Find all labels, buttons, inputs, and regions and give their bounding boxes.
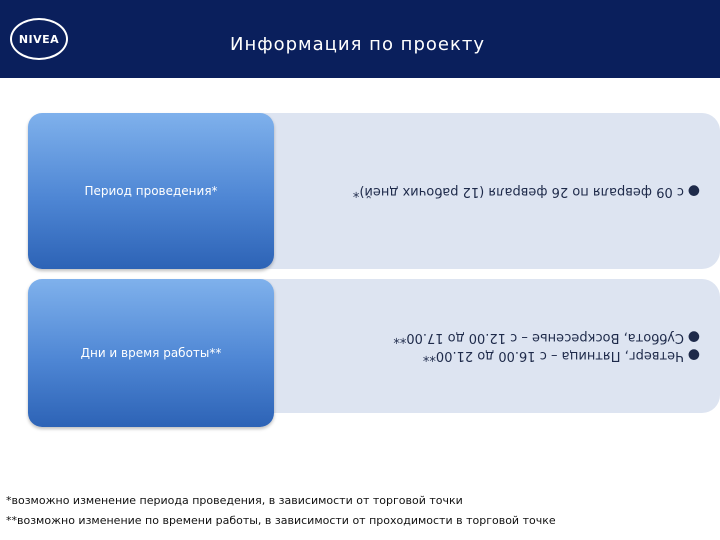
period-value: с 09 февраля по 26 февраля (12 рабочих дней)* bbox=[352, 184, 684, 199]
page-title: Информация по проекту bbox=[230, 34, 485, 55]
bullet-icon: ● bbox=[687, 183, 700, 199]
period-label-card bbox=[28, 113, 274, 269]
period-info-panel bbox=[235, 113, 720, 269]
footnote-period: *возможно изменение периода проведения, в зависимости от торговой точки bbox=[6, 494, 463, 507]
schedule-weekend: Суббота, Воскресенье – с 12.00 до 17.00** bbox=[393, 330, 684, 345]
schedule-weekdays: Четверг, Пятница – с 16.00 до 21.00** bbox=[422, 348, 684, 363]
footnotes bbox=[6, 491, 556, 531]
list-item bbox=[275, 346, 700, 364]
list-item bbox=[275, 328, 700, 346]
bullet-icon: ● bbox=[687, 347, 700, 363]
header-bar bbox=[0, 0, 720, 78]
schedule-bullet-list bbox=[275, 279, 700, 413]
logo-text: NIVEA bbox=[12, 20, 66, 58]
nivea-logo bbox=[10, 18, 68, 60]
schedule-label: Дни и время работы** bbox=[80, 346, 222, 360]
period-bullet-list bbox=[275, 113, 700, 269]
schedule-info-panel bbox=[235, 279, 720, 413]
bullet-icon: ● bbox=[687, 329, 700, 345]
period-label: Период проведения* bbox=[84, 184, 218, 198]
schedule-label-card bbox=[28, 279, 274, 427]
list-item bbox=[275, 182, 700, 200]
footnote-schedule: **возможно изменение по времени работы, в зависимости от проходимости в торговой точке bbox=[6, 514, 556, 527]
